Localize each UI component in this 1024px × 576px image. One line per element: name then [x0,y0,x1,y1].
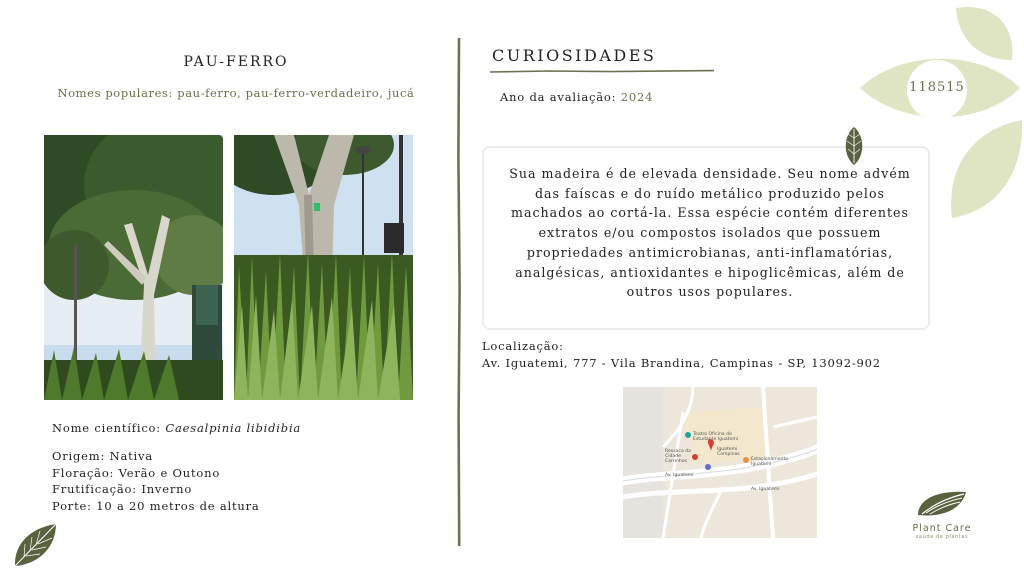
title-underline [490,68,714,74]
fact-flowering: Floração: Verão e Outono [52,465,221,480]
logo-leaf-icon [914,488,970,518]
fact-origin: Origem: Nativa [52,449,153,463]
popular-names: Nomes populares: pau-ferro, pau-ferro-verdadeiro, jucá [57,86,415,100]
curiosities-text: Sua madeira é de elevada densidade. Seu nome advém das faíscas e do ruído metálico produzido pelos machados ao cortá-la. Essa espécie contém diferentes extratos e/ou compostos isolados que possuem propriedades antimicrobianas, anti-inflamatórias, analgésicas, antioxidantes e hipoglicêmicas, além de outros usos populares. [509,166,911,300]
scientific-name-line [52,421,301,435]
curiosities-title: CURIOSIDADES [492,46,657,65]
plant-facts [52,448,260,515]
year-label: Ano da avaliação: [500,90,621,104]
plant-care-logo [900,488,984,540]
scientific-name: Caesalpinia libidibia [165,421,302,435]
fact-fruiting: Frutificação: Inverno [52,482,193,497]
map-road-2: Av. Iguatemi [751,487,780,492]
map-road-1: Av. Iguatemi [665,473,694,478]
scientific-label: Nome científico: [52,421,166,435]
evaluation-year [500,90,653,104]
plant-title: PAU-FERRO [183,54,289,70]
location-address: Av. Iguatemi, 777 - Vila Brandina, Campinas - SP, 13092-902 [482,356,881,370]
map-poi-1: Teatro Oficina do Estudante Iguatemi [693,432,739,442]
leaf-icon [12,522,60,568]
year-value: 2024 [620,90,654,104]
tree-photo [44,135,223,400]
map-poi-2: Iguatemi Campinas [717,447,740,457]
fact-size: Porte: 10 a 20 metros de altura [52,499,260,514]
location-label: Localização: [482,339,564,353]
vertical-divider [457,38,461,546]
logo-tagline: saúde de plantas [915,534,969,540]
map-poi-4: Ressaca da Cidade Carrinhos [665,449,691,464]
plant-code: 118515 [909,80,965,95]
map-poi-3: Estacionamento Iguatemi [751,457,789,467]
location-map[interactable] [623,387,817,538]
trunk-photo [234,135,413,400]
leaf-cluster-icon [860,0,1024,224]
logo-brand: Plant Care [912,523,972,534]
